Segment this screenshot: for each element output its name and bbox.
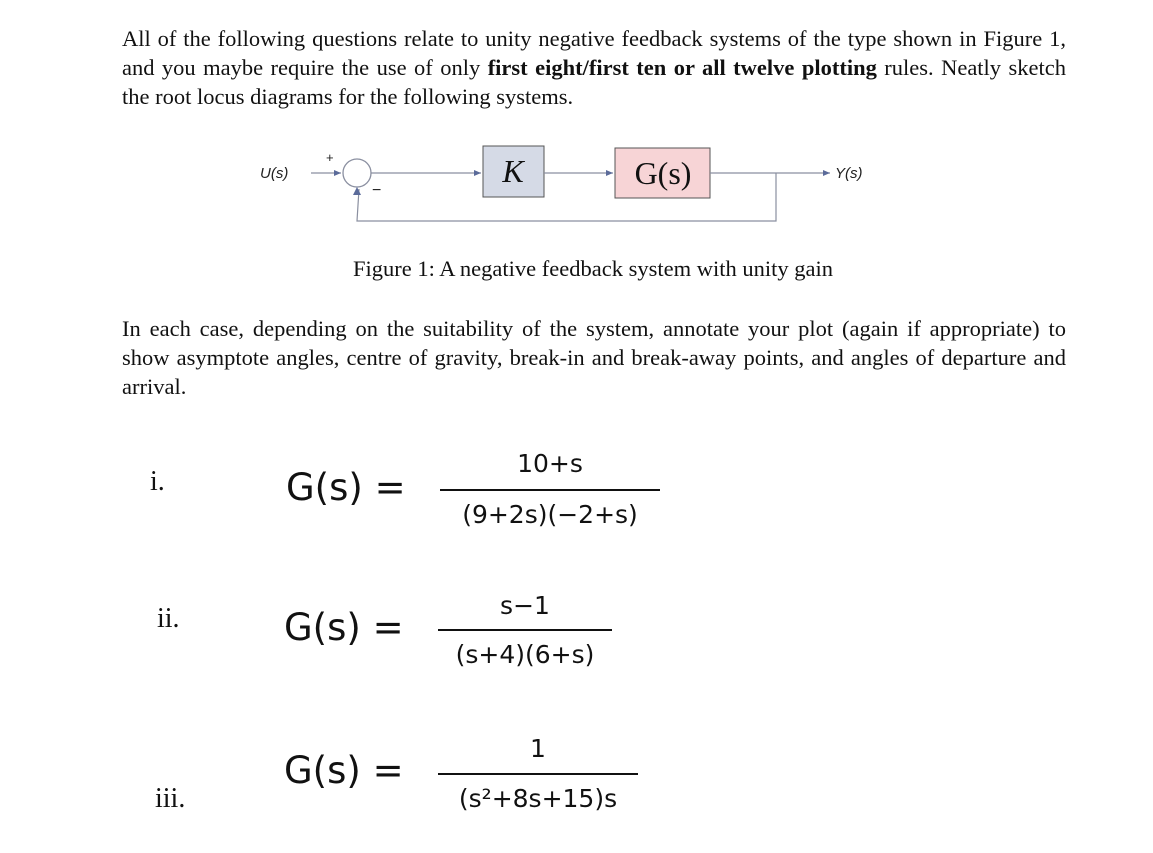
summing-junction: [343, 159, 371, 187]
intro-text: All of the following questions relate to unity negative feedback systems of the type shown in Figure 1, and you maybe require the use of only: [122, 26, 1066, 80]
block-diagram: [0, 0, 1153, 250]
equation-numerator: 1: [530, 734, 546, 763]
instructions-paragraph: In each case, depending on the suitability of the system, annotate your plot (again if appropriate) to show asymptote angles, centre of gravity, break-in and break-away points, and angles of departure and arrival.: [122, 316, 1066, 399]
equation-numerator: 10+s: [517, 449, 583, 478]
plus-sign: +: [326, 150, 334, 165]
output-label: Y(s): [835, 165, 863, 182]
input-label: U(s): [260, 165, 289, 182]
feedback-path: [357, 173, 776, 221]
minus-sign: −: [372, 182, 382, 199]
equation-lhs: G(s) =: [284, 606, 404, 649]
equation-denominator: (s²+8s+15)s: [458, 784, 618, 813]
equation-denominator: (s+4)(6+s): [455, 640, 595, 669]
equation-lhs: G(s) =: [284, 749, 404, 792]
figure-caption: Figure 1: A negative feedback system with unity gain: [353, 256, 833, 281]
equation-lhs: G(s) =: [286, 466, 406, 509]
fraction-bar: [438, 629, 612, 631]
intro-bold-text: first eight/first ten or all twelve plotting: [487, 55, 877, 80]
problem-label: i.: [150, 466, 165, 497]
plant-block-label: G(s): [634, 155, 692, 191]
intro-text-end: rules. Neatly sketch the root locus diagrams for the following systems.: [122, 55, 1066, 109]
problem-label: ii.: [157, 603, 180, 634]
fraction-bar: [440, 489, 660, 491]
feedback-arrowhead: [353, 187, 361, 195]
equation-numerator: s−1: [500, 591, 550, 620]
problem-label: iii.: [155, 783, 186, 814]
fraction-bar: [438, 773, 638, 775]
gain-block-label: K: [502, 153, 524, 189]
equation-denominator: (9+2s)(−2+s): [462, 500, 638, 529]
